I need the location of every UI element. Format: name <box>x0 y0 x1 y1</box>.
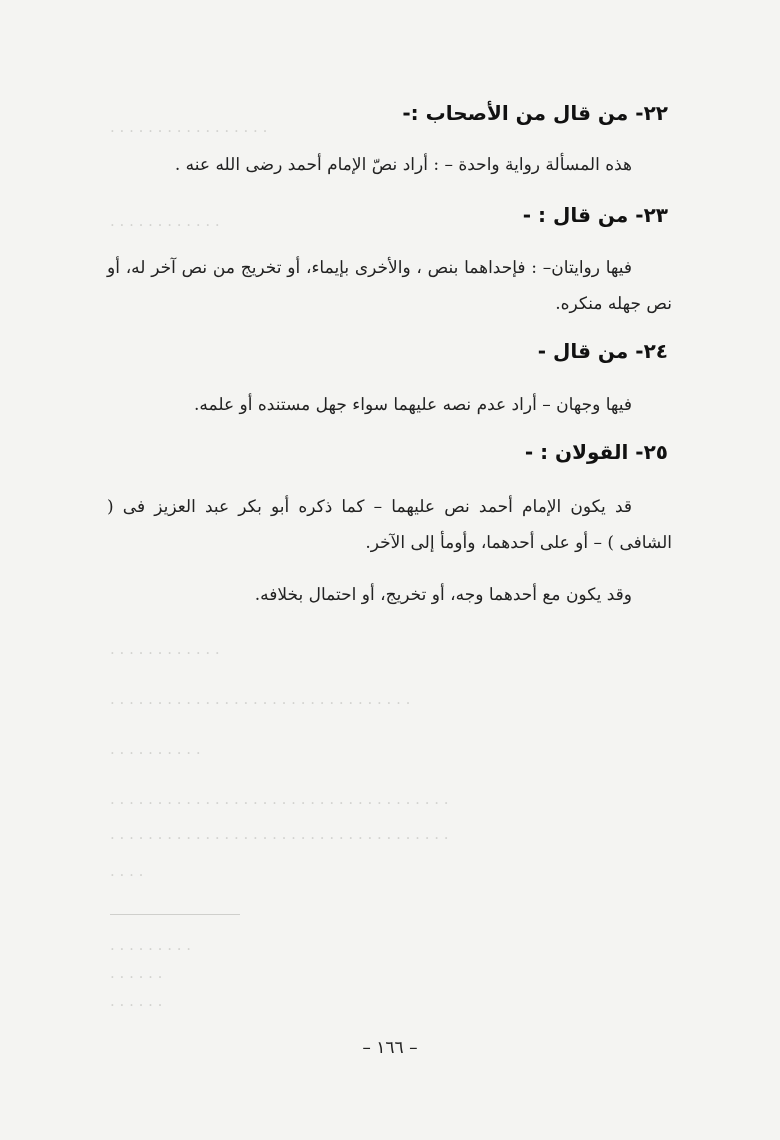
bleed-through-text: . . . . . . . . . . . . <box>110 640 220 658</box>
bleed-through-text: . . . . . . . . . . . . . . . . . . . . . . . . . . . . . . . . . . . . <box>110 790 449 808</box>
bleed-through-text: . . . . . . . . . . . . . . . . . <box>110 118 268 136</box>
section-heading-24: ٢٤- من قال - <box>537 339 668 363</box>
section-heading-23: ٢٣- من قال : - <box>522 203 668 227</box>
bleed-through-text: . . . . . . . . . . . . . . . . . . . . . . . . . . . . . . . . . . . . <box>110 825 449 843</box>
section-22-paragraph: هذه المسألة رواية واحدة – : أراد نصّ الإمام أحمد رضى الله عنه . <box>174 155 632 175</box>
section-24-paragraph: فيها وجهان – أراد عدم نصه عليهما سواء جهل مستنده أو علمه. <box>194 395 632 415</box>
bleed-through-text: . . . . . . . . . <box>110 936 192 954</box>
bleed-through-text: . . . . . . . . . . . . <box>110 212 220 230</box>
section-23-paragraph: فيها روايتان– : فإحداهما بنص ، والأخرى بإيماء، أو تخريج من نص آخر له، أو نص جهله منكره. <box>107 258 672 314</box>
bleed-through-text: . . . . . . <box>110 964 163 982</box>
section-heading-25: ٢٥- القولان : - <box>524 440 668 464</box>
section-25-paragraph-1: قد يكون الإمام أحمد نص عليهما – كما ذكره أبو بكر عبد العزيز فى ( الشافى ) – أو على أحدهما، وأومأ إلى الآخر. <box>107 497 672 553</box>
page-number: – ١٦٦ – <box>362 1038 418 1058</box>
section-25-paragraph-2: وقد يكون مع أحدهما وجه، أو تخريج، أو احتمال بخلافه. <box>254 585 632 605</box>
bleed-through-text: . . . . . . . . . . . . . . . . . . . . . . . . . . . . . . . . <box>110 690 411 708</box>
bleed-through-text: . . . . . . . . . . <box>110 740 201 758</box>
bleed-through-text: . . . . <box>110 862 144 880</box>
bleed-through-text: . . . . . . <box>110 992 163 1010</box>
bleed-through-footnote-rule <box>110 914 240 915</box>
section-heading-22: ٢٢- من قال من الأصحاب :- <box>402 101 668 125</box>
